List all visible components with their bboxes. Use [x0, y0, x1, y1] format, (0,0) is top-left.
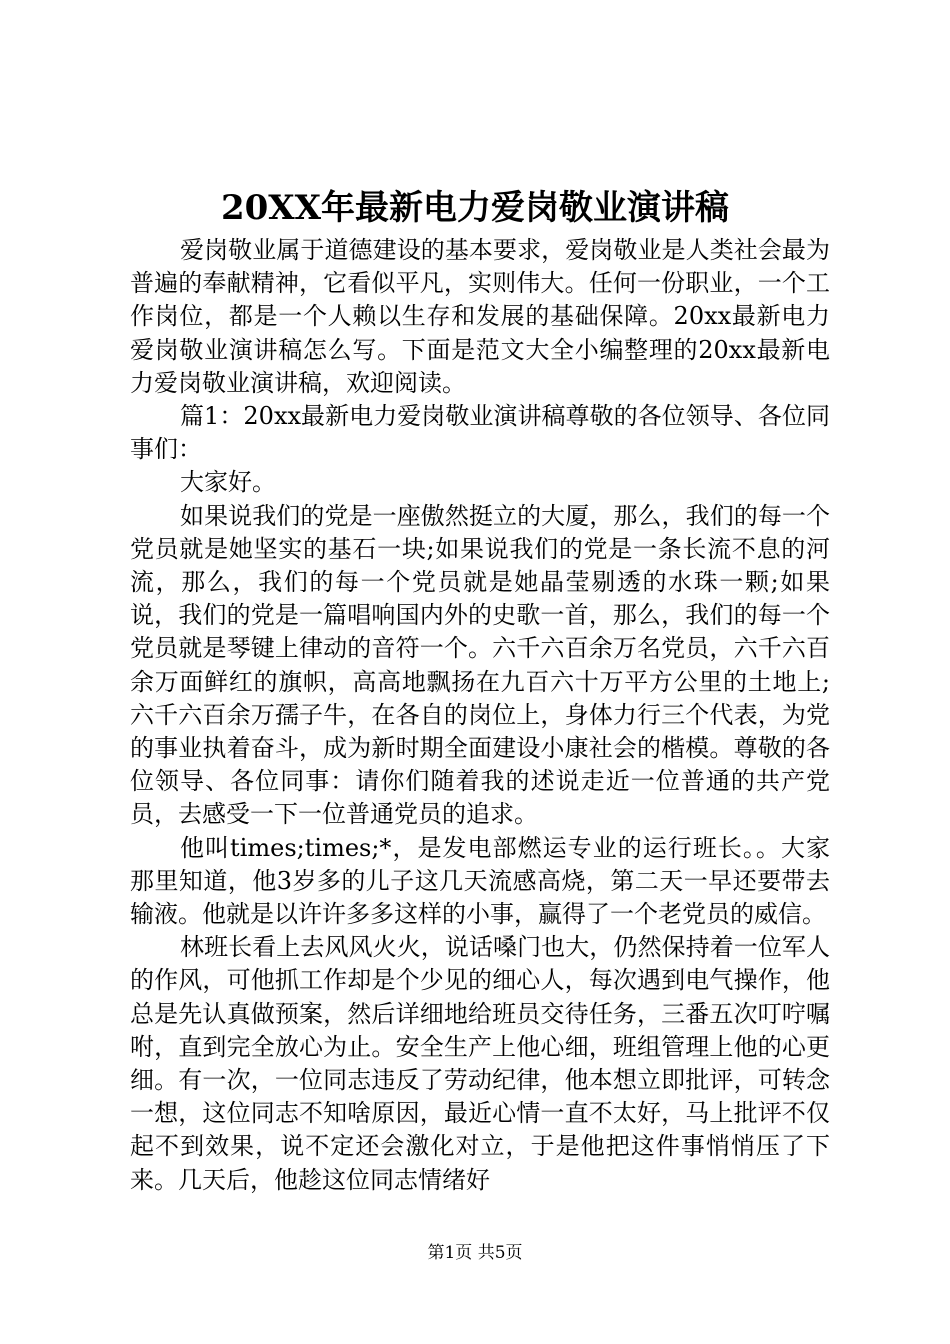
paragraph-chapter-heading: 篇1：20xx最新电力爱岗敬业演讲稿尊敬的各位领导、各位同事们：	[130, 402, 830, 464]
paragraph-lin-leader: 林班长看上去风风火火，说话嗓门也大，仍然保持着一位军人的作风，可他抓工作却是个少见的细心人，每次遇到电气操作，他总是先认真做预案，然后详细地给班员交待任务，三番五次叮咛嘱咐，直到完全放心为止。安全生产上他心细，班组管理上他的心更细。有一次，一位同志违反了劳动纪律，他本想立即批评，可转念一想，这位同志不知啥原因，最近心情一直不太好，马上批评不仅起不到效果，说不定还会激化对立，于是他把这件事悄悄压了下来。几天后，他趁这位同志情绪好	[130, 933, 830, 1194]
document-body	[130, 234, 830, 1197]
paragraph-party-metaphor: 如果说我们的党是一座傲然挺立的大厦，那么，我们的每一个党员就是她坚实的基石一块;如果说我们的党是一条长流不息的河流，那么，我们的每一个党员就是她晶莹剔透的水珠一颗;如果说，我们的党是一篇唱响国内外的史歌一首，那么，我们的每一个党员就是琴键上律动的音符一个。六千六百余万名党员，六千六百余万面鲜红的旗帜，高高地飘扬在九百六十万平方公里的土地上;六千六百余万孺子牛，在各自的岗位上，身体力行三个代表，为党的事业执着奋斗，成为新时期全面建设小康社会的楷模。尊敬的各位领导、各位同事：请你们随着我的述说走近一位普通的共产党员，去感受一下一位普通党员的追求。	[130, 501, 830, 829]
paragraph-intro: 爱岗敬业属于道德建设的基本要求，爱岗敬业是人类社会最为普遍的奉献精神，它看似平凡，实则伟大。任何一份职业，一个工作岗位，都是一个人赖以生存和发展的基础保障。20xx最新电力爱岗敬业演讲稿怎么写。下面是范文大全小编整理的20xx最新电力爱岗敬业演讲稿，欢迎阅读。	[130, 236, 830, 397]
page-footer: 第1页 共5页	[427, 1243, 523, 1263]
paragraph-greeting: 大家好。	[180, 468, 276, 497]
document-title: 20XX年最新电力爱岗敬业演讲稿	[220, 188, 730, 228]
paragraph-team-leader: 他叫times;times;*，是发电部燃运专业的运行班长。。大家那里知道，他3岁多的儿子这几天流感高烧，第二天一早还要带去输液。他就是以许许多多这样的小事，赢得了一个老党员的威信。	[130, 833, 830, 929]
